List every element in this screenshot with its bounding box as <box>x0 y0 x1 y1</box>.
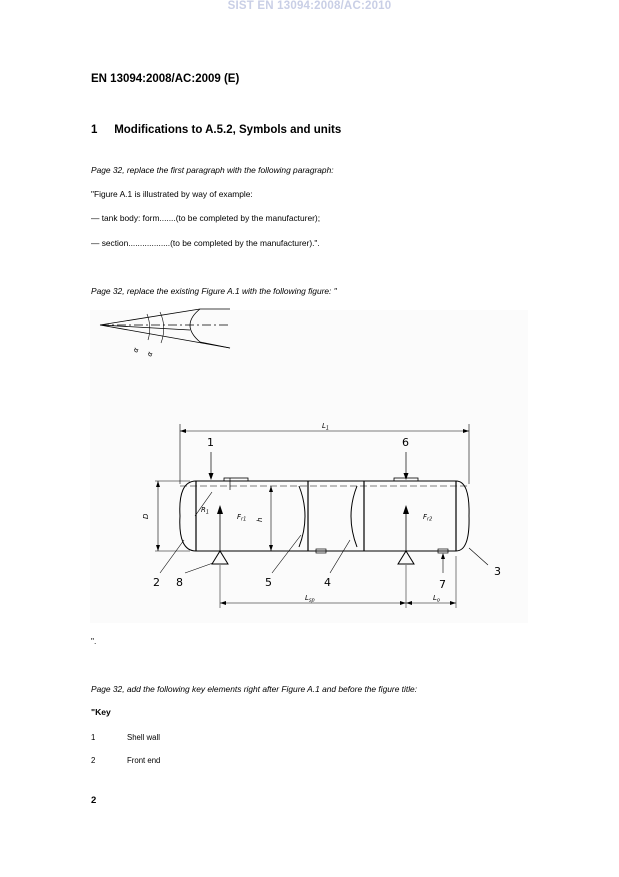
label-fr2: $F_{r2}$ <box>423 513 433 523</box>
callout-3: 3 <box>494 565 501 578</box>
callout-6: 6 <box>402 436 409 449</box>
key-title: "Key <box>91 707 111 717</box>
instruction-paragraph-1: Page 32, replace the first paragraph with the following paragraph: <box>91 165 334 175</box>
key-item-number: 2 <box>91 756 96 765</box>
callout-8: 8 <box>176 576 183 589</box>
body-line-2: — tank body: form.......(to be completed by the manufacturer); <box>91 213 321 223</box>
section-number: 1 <box>91 124 98 136</box>
callout-7: 7 <box>439 578 446 591</box>
callout-5: 5 <box>265 576 272 589</box>
label-fr1: $F_{r1}$ <box>237 513 247 523</box>
key-item-number: 1 <box>91 733 96 742</box>
page-number: 2 <box>91 795 97 806</box>
label-h: h <box>256 517 264 522</box>
angle-detail <box>100 309 230 348</box>
callout-4: 4 <box>324 576 331 589</box>
section-title: Modifications to A.5.2, Symbols and units <box>114 124 342 136</box>
body-line-3: — section..................(to be completed by the manufacturer).". <box>91 238 320 248</box>
key-item <box>91 733 160 742</box>
figure-closing-quote: ". <box>91 636 97 646</box>
alpha-label-1: α <box>131 346 141 354</box>
key-item <box>91 756 160 765</box>
label-lsp: $L_{sp}$ <box>305 594 315 604</box>
instruction-key: Page 32, add the following key elements right after Figure A.1 and before the figure title: <box>91 684 418 694</box>
key-item-label: Front end <box>127 756 161 765</box>
label-r1: $R_1$ <box>201 506 210 516</box>
document-id: EN 13094:2008/AC:2009 (E) <box>91 73 240 85</box>
support-right <box>398 505 414 564</box>
callout-2: 2 <box>153 576 160 589</box>
alpha-label-2: α <box>145 350 155 358</box>
body-line-1: "Figure A.1 is illustrated by way of example: <box>91 189 253 199</box>
instruction-figure: Page 32, replace the existing Figure A.1 with the following figure: " <box>91 286 337 296</box>
label-lo: $L_o$ <box>433 594 440 604</box>
key-item-label: Shell wall <box>127 733 160 742</box>
callout-1: 1 <box>207 436 214 449</box>
label-l1: $L_1$ <box>322 422 330 432</box>
support-left <box>212 505 228 564</box>
label-d: D <box>142 513 150 519</box>
watermark: SIST EN 13094:2008/AC:2010 <box>227 0 392 12</box>
